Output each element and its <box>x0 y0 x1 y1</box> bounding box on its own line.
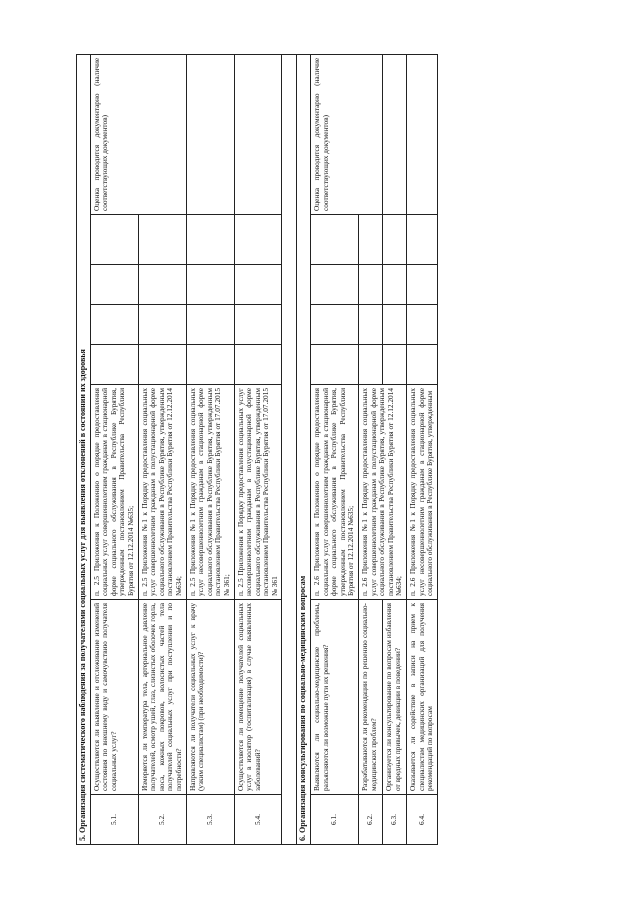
row-number: 6.2. <box>359 795 383 845</box>
empty-note-cell <box>186 54 234 214</box>
answer-cell-no <box>234 305 282 345</box>
row-question: Выявляются ли социально-медицинские проблемы, разъясняются ли возможные пути их решения? <box>311 600 359 795</box>
section-header <box>297 54 311 844</box>
row-number: 6.1. <box>311 795 359 845</box>
row-reference: п. 2.5 Приложения к Положению о порядке предоставления социальных услуг совершеннолетним гражданам в стационарной форме социального обслуживания в Республике Бурятия, утвержденным постановлением Правительства Республики Бурятия от 12.12.2014 №635; <box>90 385 138 600</box>
empty-note-cell <box>407 54 438 214</box>
row-number: 6.3. <box>383 795 407 845</box>
answer-cell-na <box>407 265 438 305</box>
table-row <box>186 54 234 844</box>
table-row <box>234 54 282 844</box>
row-number: 5.3. <box>186 795 234 845</box>
row-question: Оказывается ли содействие в записи на прием к специалистам медицинских организаций для получения рекомендаций по вопросам <box>407 600 438 795</box>
table-row <box>90 54 138 844</box>
row-question: Направляются ли получатели социальных услуг к врачу (узким специалистам) (при необходимости)? <box>186 600 234 795</box>
row-number: 6.4. <box>407 795 438 845</box>
answer-cell-na <box>90 265 138 305</box>
empty-note-cell <box>234 54 282 214</box>
spacer-row <box>282 54 297 844</box>
evaluation-note: Оценка проводится документарно (наличие соответствующих документов) <box>90 54 186 214</box>
answer-cell-yes <box>90 345 138 385</box>
answer-cell-no <box>311 305 359 345</box>
answer-cell-na <box>311 265 359 305</box>
answer-cell-na <box>383 265 407 305</box>
answer-cell-yes <box>311 345 359 385</box>
answer-cell-extra <box>407 215 438 265</box>
row-reference: п. 2.6 Приложения к Положению о порядке предоставления социальных услуг совершеннолетним гражданам в стационарной форме социального обслуживания в Республике Бурятия, утвержденным постановлением Правительства Республики Бурятия от 12.12.2014 №635; <box>311 385 359 600</box>
answer-cell-na <box>234 265 282 305</box>
row-reference: п. 2.5 Приложения №1 к Порядку предоставления социальных услуг несовершеннолетним гражданам в стационарной форме социального обслуживания в Республике Бурятия, утвержденным постановлением Правительства Республики Бурятия от 17.07.2015 № 361; <box>186 385 234 600</box>
table-row <box>407 54 438 844</box>
answer-cell-no <box>138 305 186 345</box>
row-number: 5.4. <box>234 795 282 845</box>
answer-cell-no <box>383 305 407 345</box>
answer-cell-yes <box>407 345 438 385</box>
answer-cell-no <box>407 305 438 345</box>
row-reference: п. 2.6 Приложения №1 к Порядку предоставления социальных услуг совершеннолетним гражданам в полустационарной форме социального обслуживания в Республике Бурятия, утвержденным постановлением Правительства Республики Бурятия от 12.12.2014 №634; <box>359 385 407 600</box>
answer-cell-yes <box>138 345 186 385</box>
answer-cell-no <box>90 305 138 345</box>
answer-cell-yes <box>359 345 383 385</box>
section-title: 5. Организация систематического наблюдения за получателями социальных услуг для выявления отклонений в состоянии их здоровья <box>77 54 91 844</box>
answer-cell-no <box>359 305 383 345</box>
answer-cell-extra <box>311 215 359 265</box>
evaluation-note: Оценка проводится документарно (наличие соответствующих документов) <box>311 54 383 214</box>
answer-cell-extra <box>359 215 383 265</box>
answer-cell-na <box>186 265 234 305</box>
checklist-table <box>76 54 438 845</box>
row-reference: п. 2.5 Приложения №1 к Порядку предоставления социальных услуг совершеннолетним гражданам в полустационарной форме социального обслуживания в Республике Бурятия, утвержденным постановлением Правительства Республики Бурятия от 12.12.2014 №634; <box>138 385 186 600</box>
row-question: Осуществляется ли помещение получателей социальных услуг в изолятор (госпитализация) в случае выявленных заболеваний? <box>234 600 282 795</box>
row-number: 5.2. <box>138 795 186 845</box>
table-row <box>311 54 359 844</box>
section-title: 6. Организация консультирования по социально-медицинским вопросам <box>297 54 311 844</box>
answer-cell-no <box>186 305 234 345</box>
row-question: Разрабатываются ли рекомендации по решению социально-медицинских проблем? <box>359 600 383 795</box>
empty-note-cell <box>383 54 407 214</box>
row-question: Организуется ли консультирование по вопросам избавления от вредных привычек, девиации в поведении? <box>383 600 407 795</box>
row-question: Измеряется ли температура тела, артериальное давление получателей, осмотр ушей, глаз, слизистых оболочек горла, носа, кожных покровов, волосистых частей тела получателей социальных услуг при поступлении и по потребности? <box>138 600 186 795</box>
answer-cell-na <box>138 265 186 305</box>
answer-cell-na <box>359 265 383 305</box>
row-question: Осуществляется ли выявление и отслеживание изменений состояния по внешнему виду и самочувствию получателя социальных услуг? <box>90 600 138 795</box>
answer-cell-extra <box>234 215 282 265</box>
answer-cell-yes <box>234 345 282 385</box>
answer-cell-yes <box>186 345 234 385</box>
row-reference: п. 2.5 Приложения к Порядку предоставления социальных услуг несовершеннолетним гражданам в полустационарной форме социального обслуживания в Республике Бурятия, утвержденным постановлением Правительства Республики Бурятия от 17.07.2015 № 361 <box>234 385 282 600</box>
answer-cell-extra <box>138 215 186 265</box>
answer-cell-extra <box>90 215 138 265</box>
answer-cell-extra <box>186 215 234 265</box>
section-header <box>77 54 91 844</box>
answer-cell-yes <box>383 345 407 385</box>
row-reference: п. 2.6 Приложения №1 к Порядку предоставления социальных услуг несовершеннолетним гражданам в стационарной форме социального обслуживания в Республике Бурятия, утвержденным <box>407 385 438 600</box>
answer-cell-extra <box>383 215 407 265</box>
row-number: 5.1. <box>90 795 138 845</box>
